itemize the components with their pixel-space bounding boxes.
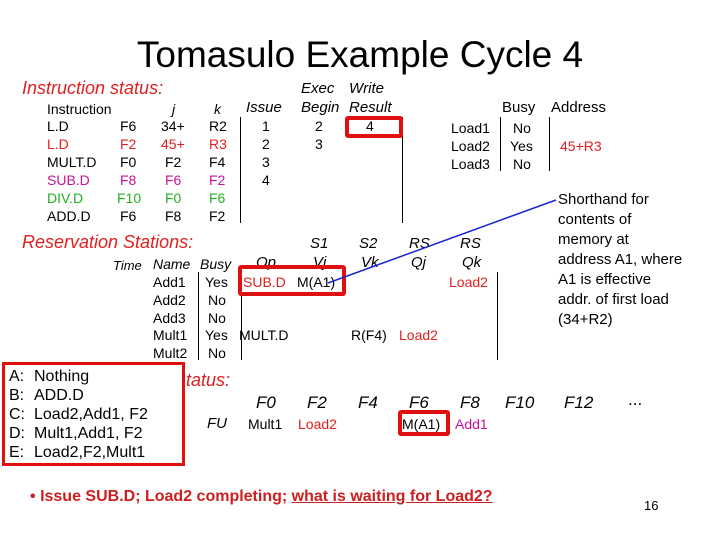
reg-f8: F8 [460, 393, 480, 412]
instr-k: 34+ [161, 118, 185, 134]
reg-f4: F4 [358, 393, 378, 412]
header-j: j [172, 101, 176, 117]
instr-result: 4 [366, 118, 374, 134]
rs-name: Add2 [153, 292, 186, 308]
fu-f6: M(A1) [402, 416, 441, 432]
instr-begin: 3 [315, 136, 323, 152]
header-vk: Vk [361, 254, 379, 271]
fu-f8: Add1 [455, 416, 488, 432]
instr-j: F6 [120, 118, 137, 134]
header-write: Write [349, 80, 384, 97]
instr-r: R3 [209, 136, 227, 152]
header-rs-j: RS [409, 235, 430, 252]
header-time: Time [113, 258, 142, 273]
reg-ellipsis: ... [628, 390, 643, 409]
instr-r: F2 [209, 172, 226, 188]
rs-busy: Yes [205, 327, 228, 343]
option-key: A: [9, 368, 25, 385]
instr-j: F2 [120, 136, 137, 152]
instr-k: F2 [165, 154, 182, 170]
rs-busy: No [208, 310, 226, 326]
header-issue: Issue [246, 99, 282, 116]
instruction-status-heading: Instruction status: [22, 78, 164, 98]
header-instruction: Instruction [47, 101, 112, 117]
instr-j: F6 [120, 208, 137, 224]
rs-busy: Yes [205, 274, 228, 290]
quiz-option[interactable] [9, 443, 182, 462]
reg-f2: F2 [307, 393, 327, 412]
rs-busy: No [208, 292, 226, 308]
option-text: Nothing [34, 368, 90, 385]
page-number: 16 [644, 498, 659, 513]
instr-name: ADD.D [47, 208, 91, 224]
fu-f0: Mult1 [248, 416, 283, 432]
bullet-marker: • [30, 488, 36, 505]
instr-j: F10 [117, 190, 142, 206]
instr-r: F2 [209, 208, 226, 224]
option-text: Mult1,Add1, F2 [34, 425, 143, 442]
instr-issue: 2 [262, 136, 270, 152]
instr-k: F8 [165, 208, 182, 224]
header-name: Name [153, 256, 191, 272]
bullet-main: Issue SUB.D; Load2 completing; [40, 488, 292, 505]
instr-name: MULT.D [47, 154, 97, 170]
rs-op: SUB.D [243, 274, 286, 290]
quiz-options-box [2, 362, 185, 466]
header-busy: Busy [502, 99, 536, 116]
reg-f6: F6 [409, 393, 429, 412]
bullet-question: what is waiting for Load2? [291, 488, 493, 505]
rs-qj: Load2 [399, 327, 438, 343]
instr-r: R2 [209, 118, 227, 134]
rs-name: Add1 [153, 274, 186, 290]
rs-name: Mult1 [153, 327, 188, 343]
option-text: ADD.D [34, 387, 84, 404]
instr-r: F6 [209, 190, 226, 206]
shorthand-note: Shorthand for contents of memory at address A1, where A1 is effective addr. of first load (34+R2) [558, 191, 683, 328]
option-key: B: [9, 387, 25, 404]
header-address: Address [551, 99, 607, 116]
load-busy: No [513, 120, 531, 136]
header-op: Op [256, 254, 277, 271]
header-rs-k: RS [460, 235, 481, 252]
load-name: Load2 [451, 138, 490, 154]
reservation-stations-heading: Reservation Stations: [22, 232, 194, 252]
header-busy: Busy [200, 256, 232, 272]
quiz-option[interactable] [9, 424, 182, 443]
load-address: 45+R3 [560, 138, 602, 154]
rs-vk: R(F4) [351, 327, 387, 343]
quiz-option[interactable] [9, 367, 182, 386]
rs-name: Add3 [153, 310, 186, 326]
rs-vj: M(A1) [297, 274, 336, 290]
slide-title: Tomasulo Example Cycle 4 [136, 34, 584, 75]
header-result: Result [349, 99, 392, 116]
load-name: Load1 [451, 120, 490, 136]
load-busy: Yes [510, 138, 533, 154]
instr-j: F0 [120, 154, 137, 170]
load-busy: No [513, 156, 531, 172]
header-k: k [214, 101, 221, 117]
header-qj: Qj [411, 254, 426, 271]
instr-name: L.D [47, 136, 69, 152]
instr-k: F0 [165, 190, 182, 206]
fu-f2: Load2 [298, 416, 337, 432]
option-text: Load2,F2,Mult1 [34, 444, 146, 461]
header-begin: Begin [301, 99, 340, 116]
header-s1: S1 [310, 235, 329, 252]
reg-f0: F0 [256, 393, 276, 412]
option-key: C: [9, 406, 25, 423]
rs-busy: No [208, 345, 226, 361]
instr-name: SUB.D [47, 172, 90, 188]
quiz-option[interactable] [9, 386, 182, 405]
instr-j: F8 [120, 172, 137, 188]
fu-label: FU [207, 415, 227, 432]
reg-f10: F10 [505, 393, 535, 412]
instr-r: F4 [209, 154, 226, 170]
quiz-option[interactable] [9, 405, 182, 424]
header-s2: S2 [359, 235, 378, 252]
header-exec: Exec [301, 80, 335, 97]
option-key: D: [9, 425, 25, 442]
header-vj: Vj [313, 254, 327, 271]
instr-issue: 3 [262, 154, 270, 170]
load-name: Load3 [451, 156, 490, 172]
instr-issue: 1 [262, 118, 270, 134]
instr-name: DIV.D [47, 190, 84, 206]
reg-f12: F12 [564, 393, 594, 412]
rs-op: MULT.D [239, 327, 289, 343]
instr-k: F6 [165, 172, 182, 188]
instr-name: L.D [47, 118, 69, 134]
instr-begin: 2 [315, 118, 323, 134]
instr-k: 45+ [161, 136, 185, 152]
header-qk: Qk [462, 254, 482, 271]
bullet-text [30, 488, 493, 506]
option-key: E: [9, 444, 25, 461]
rs-name: Mult2 [153, 345, 188, 361]
register-status-heading: tatus: [186, 370, 231, 390]
rs-qk: Load2 [449, 274, 488, 290]
instr-issue: 4 [262, 172, 270, 188]
option-text: Load2,Add1, F2 [34, 406, 148, 423]
